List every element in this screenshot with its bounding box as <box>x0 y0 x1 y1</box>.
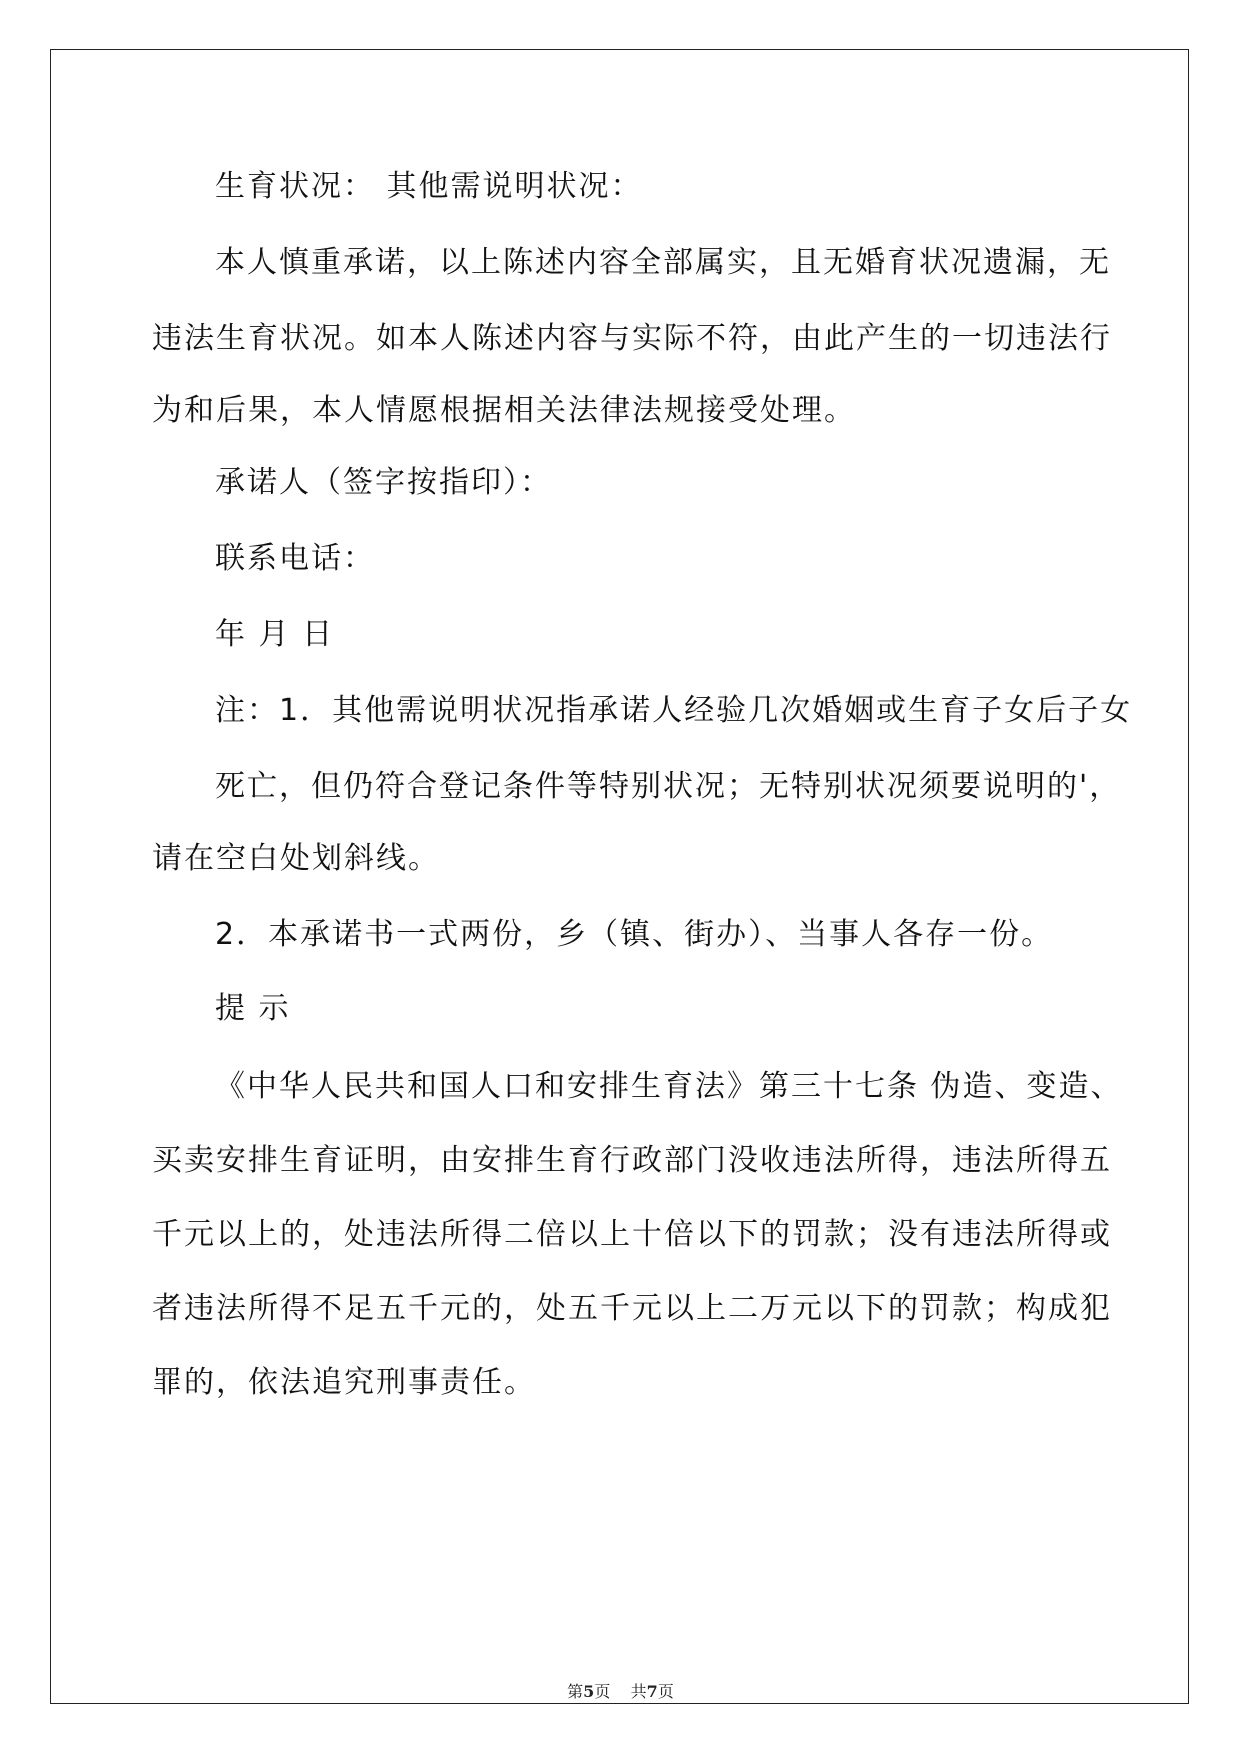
paragraph-line: 生育状况： 其他需说明状况： <box>215 169 643 204</box>
paragraph-line: 年 月 日 <box>215 617 335 652</box>
footer-mid: 页 共 <box>594 1682 647 1701</box>
paragraph-line: 联系电话： <box>215 541 375 576</box>
paragraph-line: 请在空白处划斜线。 <box>152 841 440 876</box>
total-page-number: 7 <box>646 1682 658 1701</box>
paragraph-line: 买卖安排生育证明，由安排生育行政部门没收违法所得，违法所得五 <box>152 1143 1112 1178</box>
paragraph-line: 死亡，但仍符合登记条件等特别状况；无特别状况须要说明的'， <box>215 769 1122 804</box>
paragraph-line: 注：1．其他需说明状况指承诺人经验几次婚姻或生育子女后子女 <box>215 693 1133 728</box>
paragraph-line: 千元以上的，处违法所得二倍以上十倍以下的罚款；没有违法所得或 <box>152 1217 1112 1252</box>
footer-suffix: 页 <box>657 1682 674 1701</box>
paragraph-line: 者违法所得不足五千元的，处五千元以上二万元以下的罚款；构成犯 <box>152 1291 1112 1326</box>
paragraph-line: 为和后果，本人情愿根据相关法律法规接受处理。 <box>152 393 856 428</box>
paragraph-line: 本人慎重承诺，以上陈述内容全部属实，且无婚育状况遗漏，无 <box>215 245 1111 280</box>
paragraph-line: 承诺人（签字按指印）： <box>215 465 552 500</box>
footer-prefix: 第 <box>567 1682 584 1701</box>
section-heading: 提 示 <box>215 991 291 1026</box>
paragraph-line: 罪的，依法追究刑事责任。 <box>152 1365 536 1400</box>
page-footer <box>0 1679 1241 1702</box>
paragraph-line: 2．本承诺书一式两份，乡（镇、街办）、当事人各存一份。 <box>215 917 1054 952</box>
paragraph-line: 违法生育状况。如本人陈述内容与实际不符，由此产生的一切违法行 <box>152 321 1112 356</box>
current-page-number: 5 <box>583 1682 595 1701</box>
paragraph-line: 《中华人民共和国人口和安排生育法》第三十七条 伪造、变造、 <box>215 1069 1123 1104</box>
